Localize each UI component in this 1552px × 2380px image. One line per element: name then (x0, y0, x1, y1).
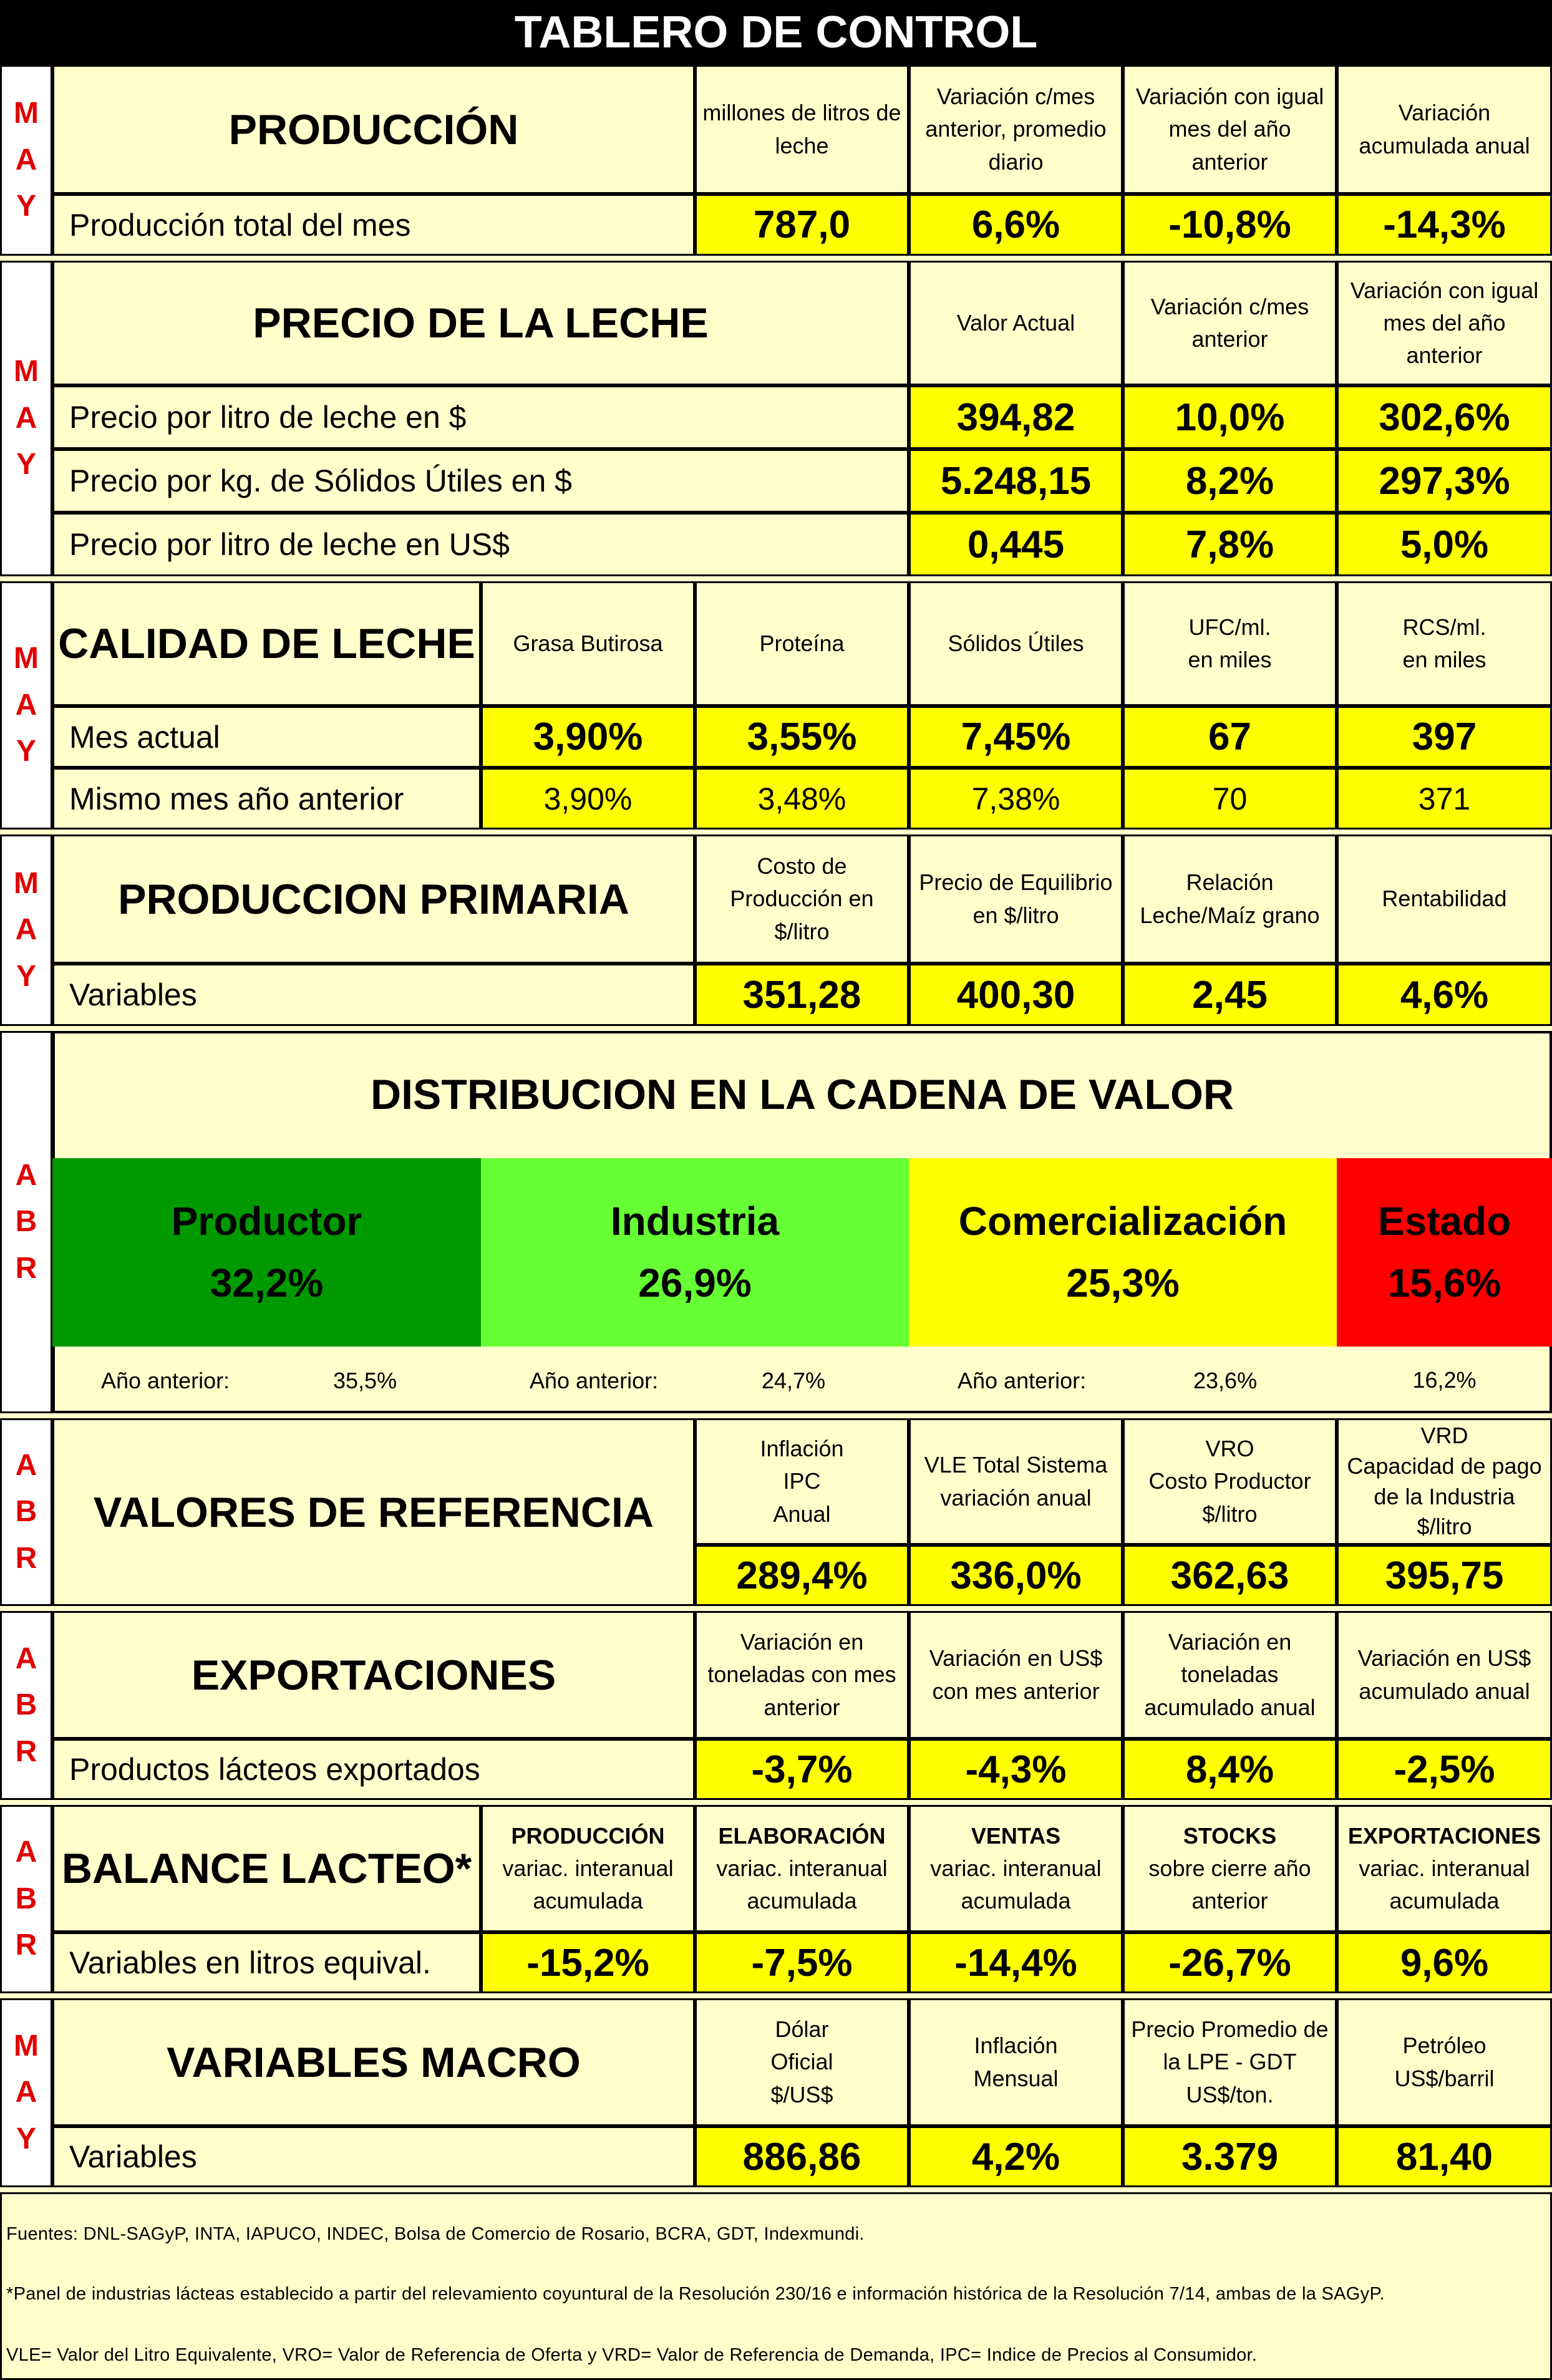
month-letter: A (15, 1836, 37, 1869)
value-precio-solidos-3: 297,3% (1337, 449, 1552, 513)
segment-industria (481, 1158, 909, 1347)
header-primaria-rentabilidad: Rentabilidad (1337, 834, 1552, 964)
header-calidad-rcs: RCS/ml. en miles (1337, 581, 1552, 706)
prev-year-comercializacion (909, 1347, 1337, 1413)
prev-year-value: 24,7% (762, 1368, 826, 1393)
row-label-calidad-anterior: Mismo mes año anterior (52, 768, 481, 830)
value-precio-usd-1: 0,445 (909, 513, 1123, 576)
header-balance-elaboracion (695, 1805, 909, 1932)
row-label-produccion: Producción total del mes (52, 194, 695, 256)
dashboard-title-text: TABLERO DE CONTROL (514, 7, 1038, 57)
value-balance-1: -15,2% (481, 1932, 695, 1993)
header-bold: ELABORACIÓN (718, 1822, 886, 1849)
value-referencia-3: 362,63 (1123, 1545, 1337, 1606)
header-precio-1: Valor Actual (909, 261, 1123, 385)
header-sub: variac. interanual acumulada (716, 1855, 888, 1914)
header-macro-lpe: Precio Promedio de la LPE - GDT US$/ton. (1123, 1998, 1337, 2126)
month-letter: A (15, 143, 37, 177)
value-macro-3: 3.379 (1123, 2126, 1337, 2187)
segment-value: 25,3% (1066, 1260, 1180, 1305)
month-badge-precio (0, 261, 52, 576)
prev-year-industria (481, 1347, 909, 1413)
header-referencia-vle: VLE Total Sistema variación anual (909, 1418, 1123, 1545)
segment-name: Industria (610, 1198, 780, 1244)
value-balance-2: -7,5% (695, 1932, 909, 1993)
value-calidad-anterior-1: 3,90% (481, 768, 695, 830)
month-badge-distribucion (0, 1031, 52, 1413)
prev-year-label: Año anterior: (958, 1368, 1087, 1393)
month-letter: M (14, 642, 39, 675)
header-exportaciones-4: Variación en US$ acumulado anual (1337, 1611, 1552, 1739)
header-macro-petroleo: Petróleo US$/barril (1337, 1998, 1552, 2126)
value-primaria-3: 2,45 (1123, 964, 1337, 1026)
header-sub: sobre cierre año anterior (1148, 1855, 1311, 1914)
month-letter: M (14, 866, 39, 900)
prev-year-value: 23,6% (1193, 1368, 1258, 1393)
row-label-macro: Variables (52, 2126, 695, 2187)
month-letter: Y (16, 2122, 36, 2155)
header-produccion-2: Variación c/mes anterior, promedio diario (909, 65, 1123, 194)
row-label-primaria: Variables (52, 964, 695, 1026)
header-exportaciones-3: Variación en toneladas acumulado anual (1123, 1611, 1337, 1739)
footer-sources: Fuentes: DNL-SAGyP, INTA, IAPUCO, INDEC, Bolsa de Comercio de Rosario, BCRA, GDT, Indexmundi. (6, 2224, 865, 2244)
month-letter: B (15, 1205, 37, 1239)
value-calidad-anterior-4: 70 (1123, 768, 1337, 830)
header-sub: variac. interanual acumulada (930, 1855, 1102, 1914)
value-produccion-2: 6,6% (909, 194, 1123, 256)
month-letter: R (15, 1928, 37, 1962)
header-referencia-inflacion: Inflación IPC Anual (695, 1418, 909, 1545)
segment-name: Comercialización (958, 1198, 1288, 1244)
header-exportaciones-2: Variación en US$ con mes anterior (909, 1611, 1123, 1739)
header-bold: VENTAS (971, 1822, 1061, 1849)
prev-year-value: 16,2% (1412, 1367, 1477, 1393)
header-balance-produccion (481, 1805, 695, 1932)
section-title-calidad: CALIDAD DE LECHE (52, 581, 481, 706)
value-calidad-actual-3: 7,45% (909, 706, 1123, 768)
prev-year-productor (52, 1347, 481, 1413)
month-letter: R (15, 1251, 37, 1285)
value-calidad-actual-1: 3,90% (481, 706, 695, 768)
value-balance-5: 9,6% (1337, 1932, 1552, 1993)
value-referencia-2: 336,0% (909, 1545, 1123, 1606)
month-letter: A (15, 2076, 37, 2109)
month-letter: B (15, 1495, 37, 1529)
value-exportaciones-2: -4,3% (909, 1739, 1123, 1800)
month-letter: B (15, 1882, 37, 1915)
value-referencia-4: 395,75 (1337, 1545, 1552, 1606)
value-calidad-actual-5: 397 (1337, 706, 1552, 768)
month-letter: A (15, 1642, 37, 1675)
section-title-referencia: VALORES DE REFERENCIA (52, 1418, 695, 1606)
header-produccion-4: Variación acumulada anual (1337, 65, 1552, 194)
month-letter: Y (16, 190, 36, 223)
value-calidad-actual-4: 67 (1123, 706, 1337, 768)
header-primaria-equilibrio: Precio de Equilibrio en $/litro (909, 834, 1123, 964)
header-macro-dolar: Dólar Oficial $/US$ (695, 1998, 909, 2126)
segment-value: 26,9% (638, 1260, 752, 1305)
month-letter: A (15, 913, 37, 947)
month-letter: M (14, 97, 39, 130)
value-calidad-actual-2: 3,55% (695, 706, 909, 768)
header-precio-2: Variación c/mes anterior (1123, 261, 1337, 385)
section-title-distribucion: DISTRIBUCION EN LA CADENA DE VALOR (371, 1071, 1234, 1118)
header-primaria-costo: Costo de Producción en $/litro (695, 834, 909, 964)
month-badge-balance (0, 1805, 52, 1993)
segment-comercializacion (909, 1158, 1337, 1347)
footer-glossary: VLE= Valor del Litro Equivalente, VRO= Valor de Referencia de Oferta y VRD= Valor de Referencia de Demanda, IPC= Indice de Precios al Consumidor. (6, 2345, 1258, 2365)
value-macro-2: 4,2% (909, 2126, 1123, 2187)
prev-year-value: 35,5% (333, 1368, 397, 1393)
section-title-balance: BALANCE LACTEO* (52, 1805, 481, 1932)
month-letter: A (15, 1158, 37, 1192)
row-label-precio-solidos: Precio por kg. de Sólidos Útiles en $ (52, 449, 909, 513)
header-balance-ventas (909, 1805, 1123, 1932)
value-balance-4: -26,7% (1123, 1932, 1337, 1993)
prev-year-label: Año anterior: (101, 1368, 230, 1393)
month-letter: A (15, 1448, 37, 1482)
value-referencia-1: 289,4% (695, 1545, 909, 1606)
value-precio-solidos-1: 5.248,15 (909, 449, 1123, 513)
segment-estado (1337, 1158, 1552, 1347)
header-balance-exportaciones (1337, 1805, 1552, 1932)
footer-note: *Panel de industrias lácteas establecido a partir del relevamiento coyuntural de la Resolución 230/16 e información histórica de la Resolución 7/14, ambas de la SAGyP. (6, 2284, 1385, 2304)
header-calidad-ufc: UFC/ml. en miles (1123, 581, 1337, 706)
segment-value: 32,2% (210, 1260, 324, 1305)
value-macro-4: 81,40 (1337, 2126, 1552, 2187)
section-title-produccion: PRODUCCIÓN (52, 65, 695, 194)
section-title-macro: VARIABLES MACRO (52, 1998, 695, 2126)
value-precio-solidos-2: 8,2% (1123, 449, 1337, 513)
value-primaria-4: 4,6% (1337, 964, 1552, 1026)
segment-productor (52, 1158, 481, 1347)
month-letter: R (15, 1541, 37, 1575)
section-title-exportaciones: EXPORTACIONES (52, 1611, 695, 1739)
header-primaria-relacion: Relación Leche/Maíz grano (1123, 834, 1337, 964)
header-produccion-1: millones de litros de leche (695, 65, 909, 194)
month-badge-referencia (0, 1418, 52, 1606)
month-letter: M (14, 355, 39, 389)
header-bold: EXPORTACIONES (1347, 1822, 1541, 1849)
month-letter: B (15, 1688, 37, 1722)
value-precio-litro-2: 10,0% (1123, 385, 1337, 449)
month-letter: Y (16, 448, 36, 481)
value-primaria-2: 400,30 (909, 964, 1123, 1026)
header-bold: STOCKS (1183, 1822, 1277, 1849)
month-letter: R (15, 1734, 37, 1768)
value-exportaciones-3: 8,4% (1123, 1739, 1337, 1800)
header-sub: variac. interanual acumulada (502, 1855, 674, 1914)
prev-year-estado (1337, 1347, 1552, 1413)
month-letter: Y (16, 959, 36, 993)
month-letter: M (14, 2029, 39, 2063)
row-label-exportaciones: Productos lácteos exportados (52, 1739, 695, 1800)
header-bold: PRODUCCIÓN (511, 1822, 665, 1849)
month-letter: A (15, 401, 37, 435)
header-calidad-grasa: Grasa Butirosa (481, 581, 695, 706)
value-primaria-1: 351,28 (695, 964, 909, 1026)
month-badge-produccion (0, 65, 52, 256)
row-label-precio-litro: Precio por litro de leche en $ (52, 385, 909, 449)
header-referencia-vro: VRO Costo Productor $/litro (1123, 1418, 1337, 1545)
month-badge-macro (0, 1998, 52, 2187)
month-badge-calidad (0, 581, 52, 830)
header-calidad-solidos: Sólidos Útiles (909, 581, 1123, 706)
value-precio-usd-3: 5,0% (1337, 513, 1552, 576)
section-title-primaria: PRODUCCION PRIMARIA (52, 834, 695, 964)
header-produccion-3: Variación con igual mes del año anterior (1123, 65, 1337, 194)
row-label-calidad-actual: Mes actual (52, 706, 481, 768)
value-macro-1: 886,86 (695, 2126, 909, 2187)
value-produccion-4: -14,3% (1337, 194, 1552, 256)
value-calidad-anterior-5: 371 (1337, 768, 1552, 830)
header-macro-inflacion: Inflación Mensual (909, 1998, 1123, 2126)
month-badge-primaria (0, 834, 52, 1026)
value-produccion-3: -10,8% (1123, 194, 1337, 256)
value-produccion-1: 787,0 (695, 194, 909, 256)
value-precio-litro-3: 302,6% (1337, 385, 1552, 449)
value-calidad-anterior-3: 7,38% (909, 768, 1123, 830)
value-exportaciones-4: -2,5% (1337, 1739, 1552, 1800)
segment-name: Estado (1377, 1198, 1511, 1244)
segment-name: Productor (171, 1198, 362, 1244)
header-referencia-vrd: VRD Capacidad de pago de la Industria $/litro (1337, 1418, 1552, 1545)
row-label-precio-usd: Precio por litro de leche en US$ (52, 513, 909, 576)
header-precio-3: Variación con igual mes del año anterior (1337, 261, 1552, 385)
header-exportaciones-1: Variación en toneladas con mes anterior (695, 1611, 909, 1739)
section-title-precio: PRECIO DE LA LECHE (52, 261, 909, 385)
value-calidad-anterior-2: 3,48% (695, 768, 909, 830)
value-balance-3: -14,4% (909, 1932, 1123, 1993)
value-precio-litro-1: 394,82 (909, 385, 1123, 449)
value-exportaciones-1: -3,7% (695, 1739, 909, 1800)
row-label-balance: Variables en litros equival. (52, 1932, 481, 1993)
segment-value: 15,6% (1387, 1260, 1501, 1305)
month-letter: A (15, 688, 37, 722)
header-calidad-proteina: Proteína (695, 581, 909, 706)
header-balance-stocks (1123, 1805, 1337, 1932)
month-badge-exportaciones (0, 1611, 52, 1800)
prev-year-label: Año anterior: (530, 1368, 659, 1393)
value-precio-usd-2: 7,8% (1123, 513, 1337, 576)
header-sub: variac. interanual acumulada (1359, 1855, 1530, 1914)
month-letter: Y (16, 735, 36, 768)
